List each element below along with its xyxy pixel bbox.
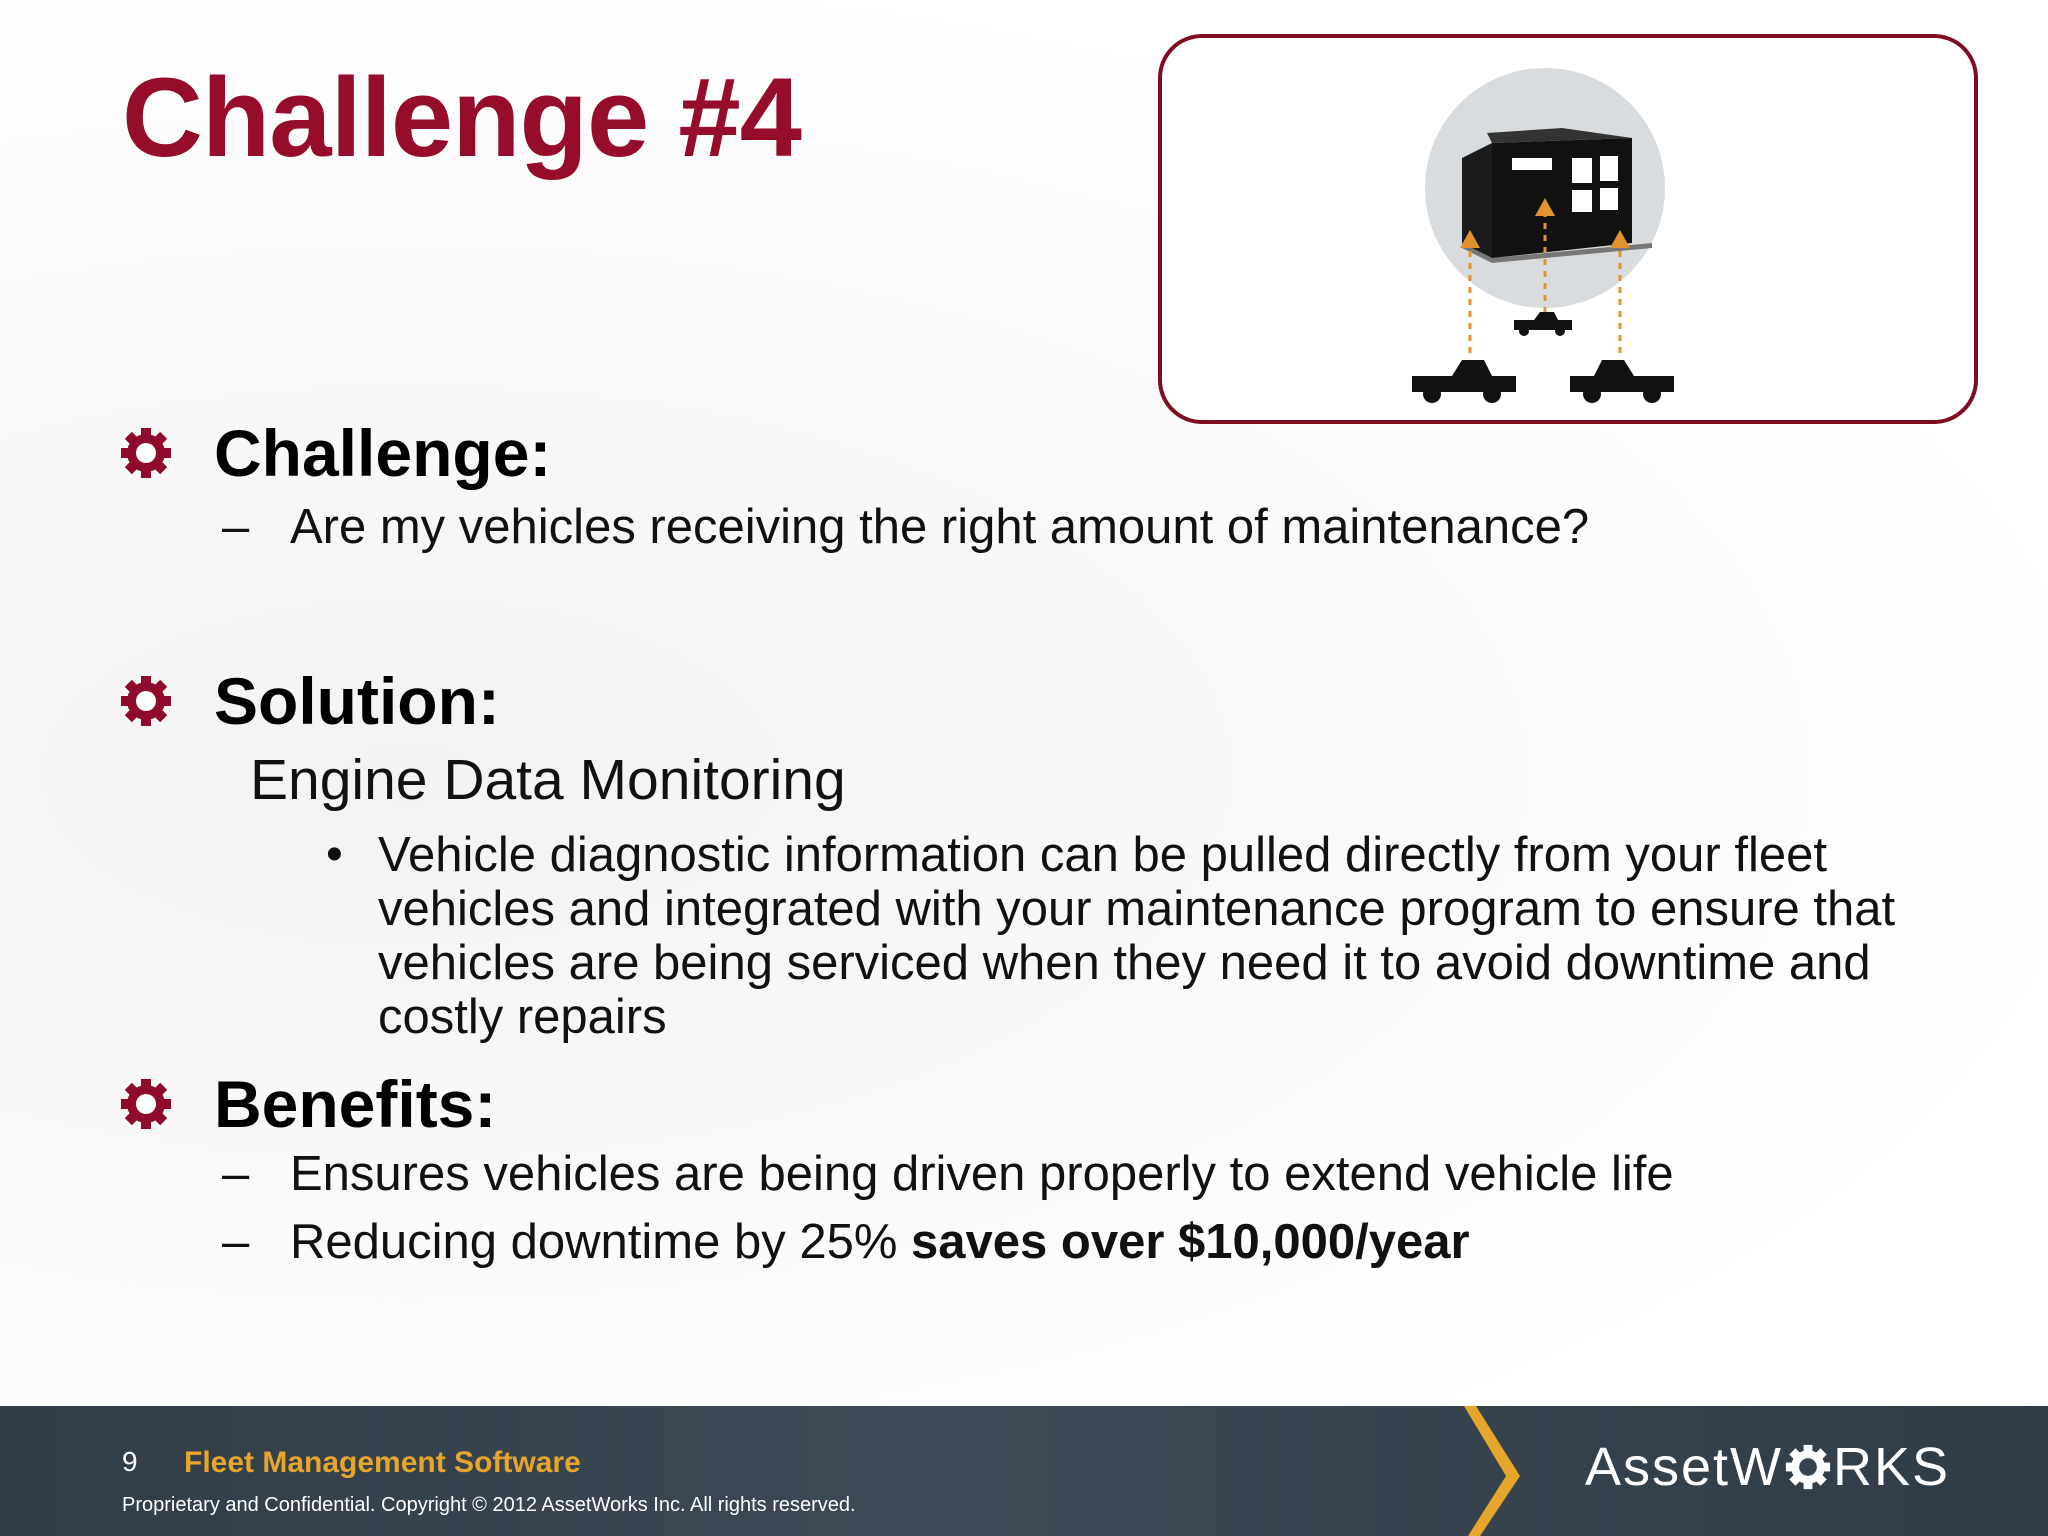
gear-bullet-icon [120, 675, 172, 727]
benefits-heading: Benefits: [214, 1067, 497, 1141]
building-vehicles-illustration [1162, 38, 1974, 420]
chevron-icon [1462, 1406, 1522, 1536]
logo-text-prefix: AssetW [1585, 1437, 1784, 1497]
benefits-bullet [120, 1067, 497, 1141]
solution-bullet-item [326, 828, 2006, 1044]
assetworks-logo [1585, 1437, 1951, 1497]
benefits-item-text: Reducing downtime by 25% [290, 1215, 912, 1269]
solution-bullet [120, 664, 500, 738]
dot-marker: • [326, 828, 343, 881]
logo-text-suffix: RKS [1833, 1437, 1951, 1497]
footer-title: Fleet Management Software [184, 1446, 581, 1479]
illustration-frame [1158, 34, 1978, 424]
benefits-item [222, 1147, 1674, 1201]
dash-marker: – [222, 500, 250, 554]
benefits-item [222, 1215, 1470, 1269]
challenge-heading: Challenge: [214, 416, 552, 490]
dash-marker: – [222, 1147, 250, 1201]
gear-bullet-icon [120, 1078, 172, 1130]
solution-subheading: Engine Data Monitoring [250, 748, 846, 812]
benefits-item-text: Ensures vehicles are being driven properly to extend vehicle life [290, 1147, 1674, 1201]
benefits-item-emphasis: saves over $10,000/year [911, 1215, 1470, 1269]
logo-gear-icon [1785, 1444, 1831, 1490]
solution-heading: Solution: [214, 664, 500, 738]
gear-bullet-icon [120, 427, 172, 479]
challenge-item [222, 500, 1590, 554]
page-number: 9 [122, 1446, 138, 1477]
dash-marker: – [222, 1215, 250, 1269]
copyright-notice: Proprietary and Confidential. Copyright © 2012 AssetWorks Inc. All rights reserved. [122, 1494, 856, 1516]
challenge-item-text: Are my vehicles receiving the right amount of maintenance? [290, 500, 1590, 554]
solution-bullet-text: Vehicle diagnostic information can be pulled directly from your fleet vehicles and integrated with your maintenance program to ensure that vehicles are being serviced when they need it to avoid downtime and costly repairs [377, 828, 1896, 1044]
challenge-bullet [120, 416, 552, 490]
slide-title: Challenge #4 [122, 55, 801, 180]
